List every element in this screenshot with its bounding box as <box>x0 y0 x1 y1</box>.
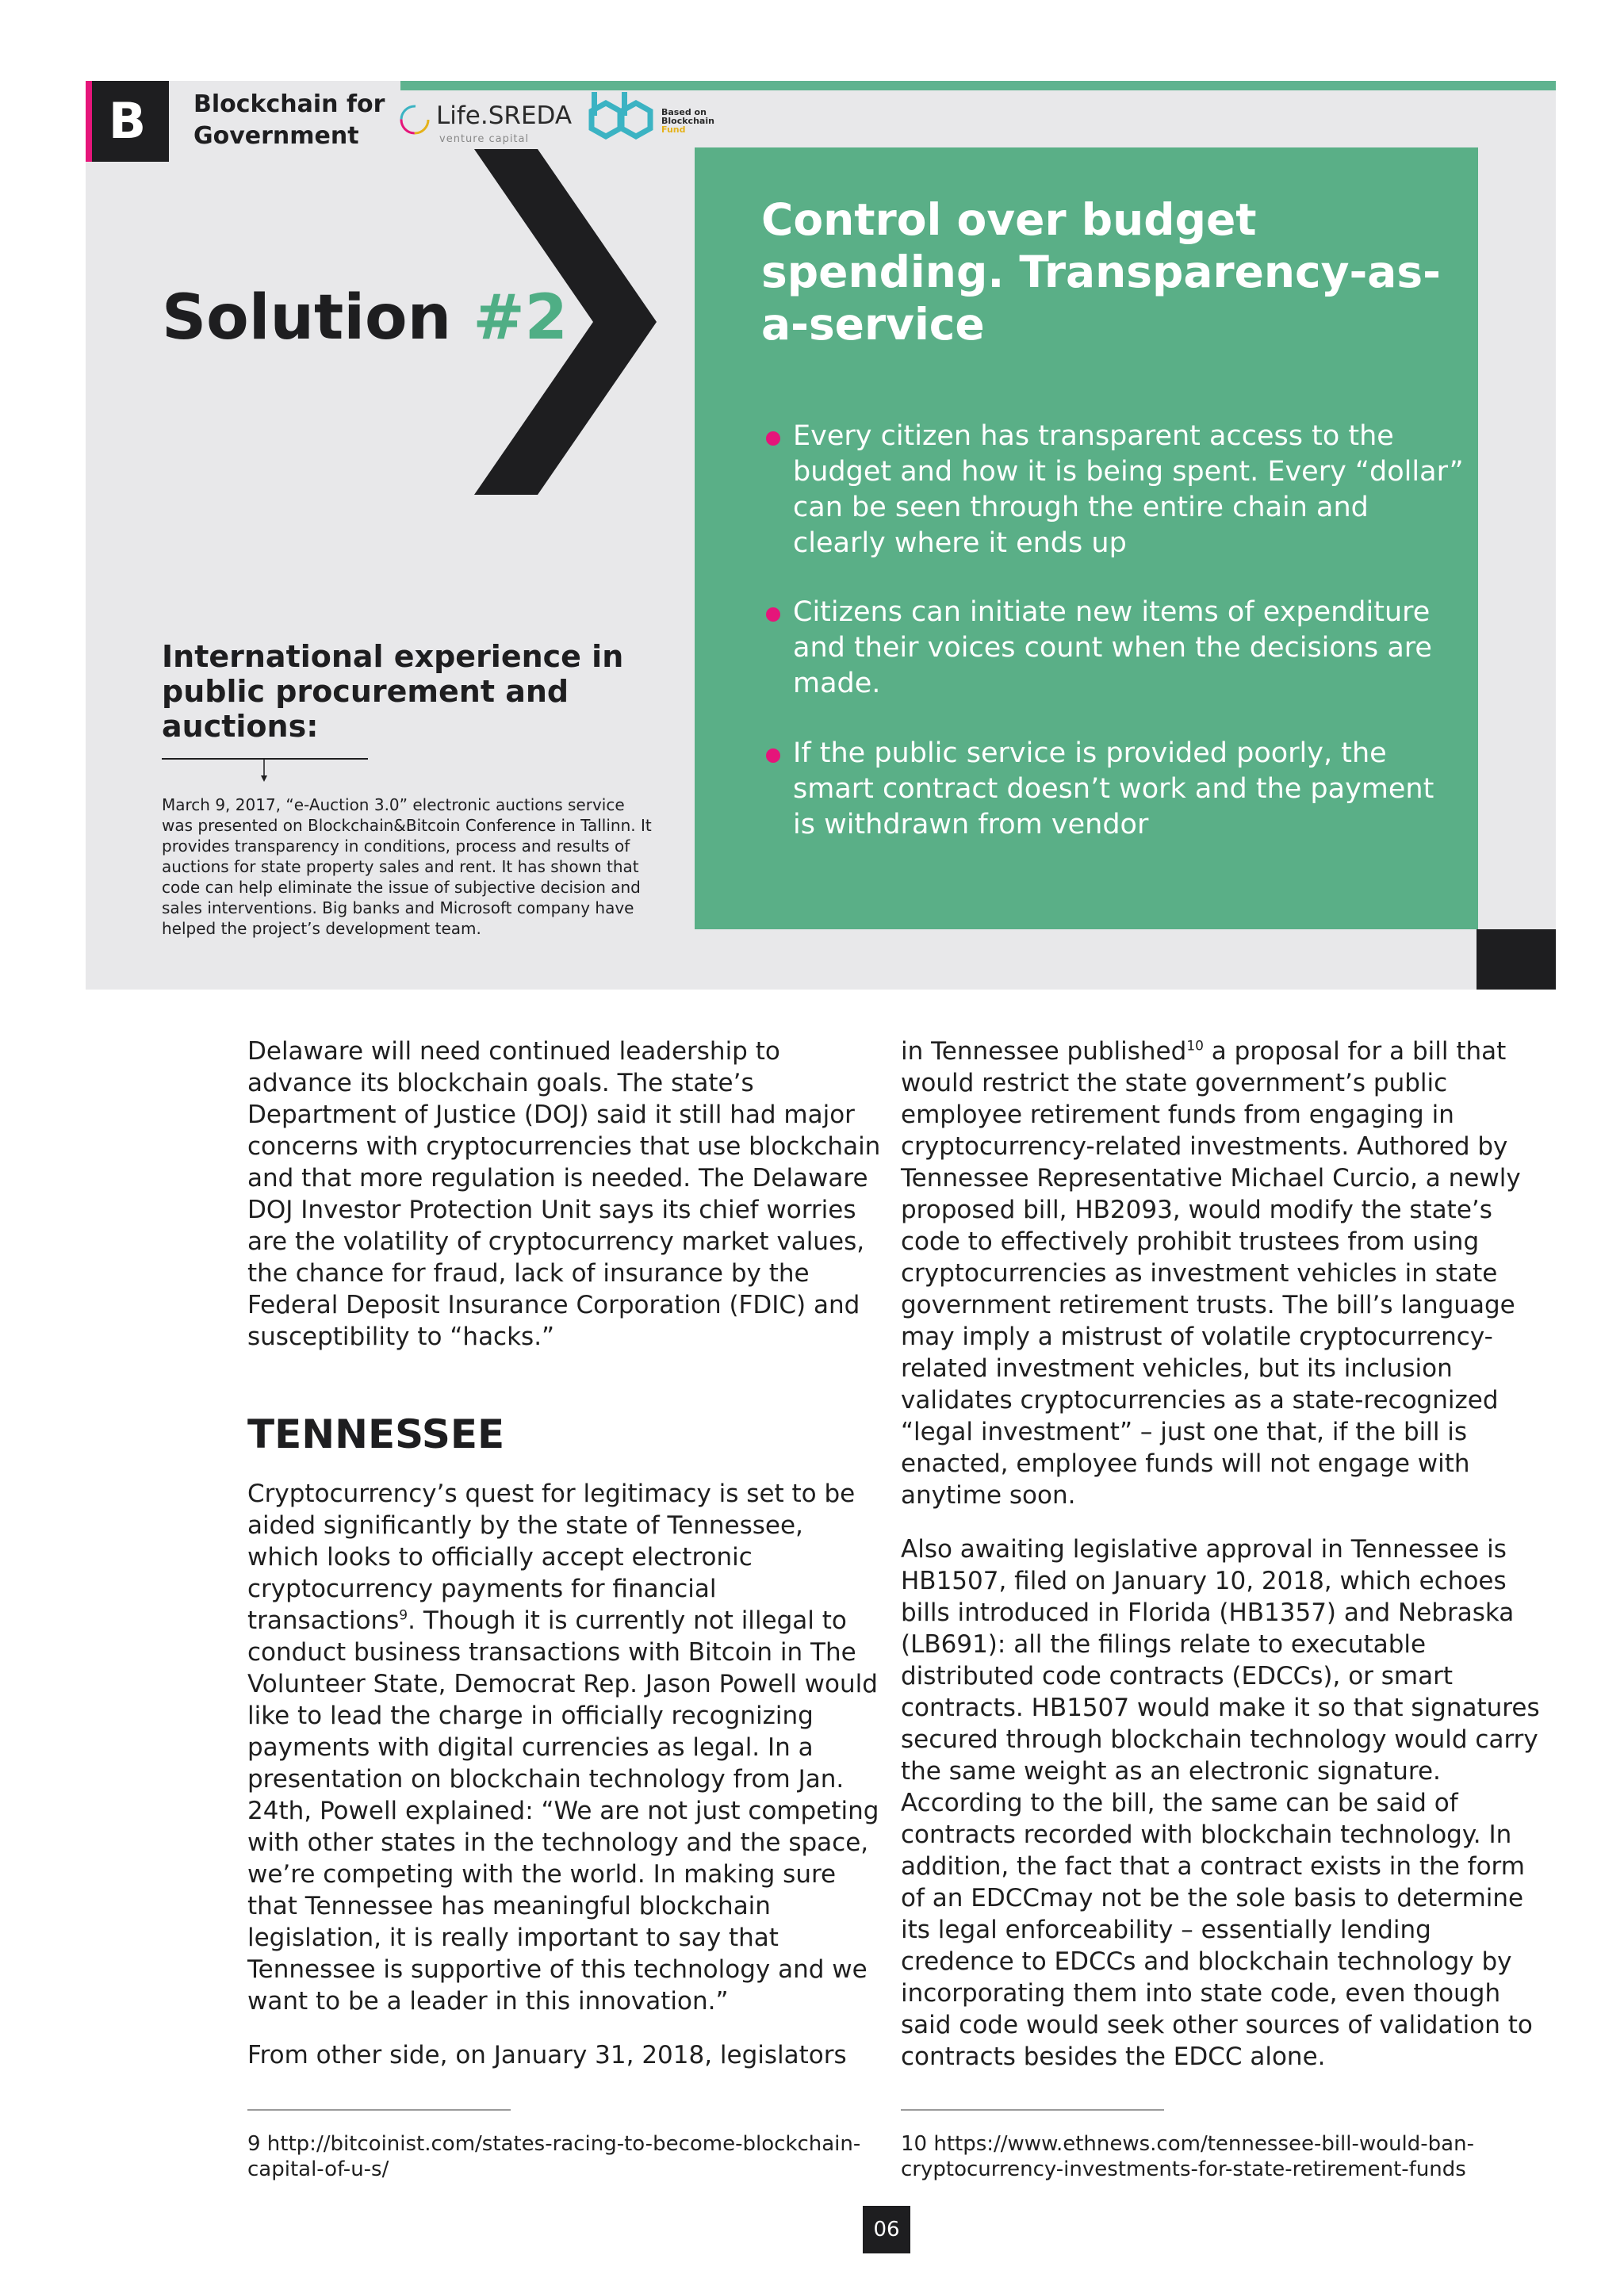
tennessee-paragraph <box>247 1478 882 2017</box>
brand-title-line1: Blockchain for <box>193 90 385 118</box>
body-paragraph <box>901 1533 1543 2073</box>
card-bullet <box>766 595 1464 702</box>
section-heading-tennessee: TENNESSEE <box>247 1411 505 1457</box>
international-heading: International experience in public procurement and auctions: <box>162 639 624 744</box>
footnote-ref: 9 <box>399 1607 408 1624</box>
chevron-right-icon <box>474 149 657 495</box>
body-paragraph <box>247 1036 882 1353</box>
arrow-down-icon <box>260 760 268 782</box>
body-paragraph <box>901 1036 1543 1511</box>
bullet-dot-icon <box>766 607 780 622</box>
footnote-9: 9 http://bitcoinist.com/states-racing-to-become-blockchain-capital-of-u-s/ <box>247 2132 861 2181</box>
body-paragraph <box>247 2039 882 2071</box>
delaware-paragraph: Delaware will need continued leadership to advance its blockchain goals. The state’s Department of Justice (DOJ) said it still had major concerns with cryptocurrencies that use blockchain and that more regulation is needed. The Delaware DOJ Investor Protection Unit says its chief worries are the volatility of cryptocurrency market values, the chance for fraud, lack of insurance by the Federal Deposit Insurance Corporation (FDIC) and susceptibility to “hacks.” <box>247 1037 881 1351</box>
international-text: March 9, 2017, “e-Auction 3.0” electronic auctions service was presented on Blockchain&Bitcoin Conference in Tallinn. It provides transparency in conditions, process and results of auctions for state property sales and rent. It has shown that code can help eliminate the issue of subjective decision and sales interventions. Big banks and Microsoft company have helped the project’s development team. <box>162 795 652 938</box>
paragraph-text: a proposal for a bill that would restrict the state government’s public employee retirement funds from engaging in cryptocurrency-related investments. Authored by Tennessee Representative Michael Curcio, a newly proposed bill, HB2093, would modify the state’s code to effectively prohibit trustees from using cryptocurrencies as investment vehicles in state government retirement trusts. The bill’s language may imply a mistrust of volatile cryptocurrency-related investment vehicles, but its inclusion validates cryptocurrencies as a state-recognized “legal investment” – just one that, if the bill is enacted, employee funds will not engage with anytime soon. <box>901 1037 1521 1510</box>
corner-block <box>1477 929 1556 990</box>
bb-fund-mark-icon <box>588 90 657 146</box>
card-bullet-text: Every citizen has transparent access to the budget and how it is being spent. Every “dollar” can be seen through the entire chain and clearly where it ends up <box>793 420 1464 559</box>
solution-label: Solution <box>162 282 452 354</box>
lifesreda-subtitle: venture capital <box>439 133 530 145</box>
paragraph-text: Cryptocurrency’s quest for legitimacy is set to be aided significantly by the state of Tennessee, which looks to officially accept electronic cryptocurrency payments for financial transactions <box>247 1480 856 1635</box>
bb-fund-logo <box>588 90 731 146</box>
hb1507-paragraph: Also awaiting legislative approval in Tennessee is HB1507, filed on January 10, 2018, which echoes bills introduced in Florida (HB1357) and Nebraska (LB691): all the filings relate to executable distributed code contracts (EDCCs), or smart contracts. HB1507 would make it so that signatures secured through blockchain technology would carry the same weight as an electronic signature. According to the bill, the same can be said of contracts recorded with blockchain technology. In addition, the fact that a contract exists in the form of an EDCCmay not be the sole basis to determine its legal enforceability – essentially lending credence to EDCCs and blockchain technology by incorporating them into state code, even though said code would seek other sources of validation to contracts besides the EDCC alone. <box>901 1535 1540 2071</box>
card-title: Control over budget spending. Transparency-as-a-service <box>761 194 1441 350</box>
lifesreda-name: Life.SREDA <box>436 101 573 130</box>
b-badge <box>86 81 169 162</box>
solution-number: #2 <box>473 282 568 354</box>
hb2093-paragraph <box>901 1036 1543 1511</box>
bullet-dot-icon <box>766 748 780 763</box>
card-bullet-text: Citizens can initiate new items of expenditure and their voices count when the decisions are made. <box>793 596 1432 699</box>
paragraph-text: in Tennessee published <box>901 1037 1187 1066</box>
footnote-ref: 10 <box>1186 1038 1204 1055</box>
brand-title-line2: Government <box>193 122 359 150</box>
header-accent-strip <box>400 81 1556 90</box>
bb-fund-line1: Based on <box>661 107 707 117</box>
legislators-paragraph: From other side, on January 31, 2018, legislators <box>247 2041 847 2069</box>
brand-title <box>193 89 392 152</box>
bb-fund-line2: Blockchain <box>661 116 714 126</box>
card-bullet <box>766 419 1464 561</box>
lifesreda-logo <box>398 100 573 147</box>
bb-fund-line3: Fund <box>661 124 686 135</box>
page-number: 06 <box>863 2206 910 2253</box>
card-bullet-text: If the public service is provided poorly, the smart contract doesn’t work and the payment is withdrawn from vendor <box>793 737 1434 840</box>
footnote-rule <box>901 2109 1164 2111</box>
bullet-dot-icon <box>766 431 780 446</box>
body-paragraph <box>247 1478 882 2017</box>
footnote-rule <box>247 2109 511 2111</box>
lifesreda-ring-icon <box>398 103 431 136</box>
badge-letter: B <box>108 92 147 150</box>
paragraph-text: . Though it is currently not illegal to conduct business transactions with Bitcoin in The Volunteer State, Democrat Rep. Jason Powell would like to lead the charge in officially recognizing payments with digital currencies as legal. In a presentation on blockchain technology from Jan. 24th, Powell explained: “We are not just competing with other states in the technology and the space, we’re competing with the world. In making sure that Tennessee has meaningful blockchain legislation, it is really important to say that Tennessee is supportive of this technology and we want to be a leader in this innovation.” <box>247 1606 879 2016</box>
bb-fund-text <box>661 108 714 134</box>
card-bullet <box>766 736 1464 843</box>
footnote-10: 10 https://www.ethnews.com/tennessee-bill-would-ban-cryptocurrency-investments-for-state-retirement-funds <box>901 2132 1474 2181</box>
